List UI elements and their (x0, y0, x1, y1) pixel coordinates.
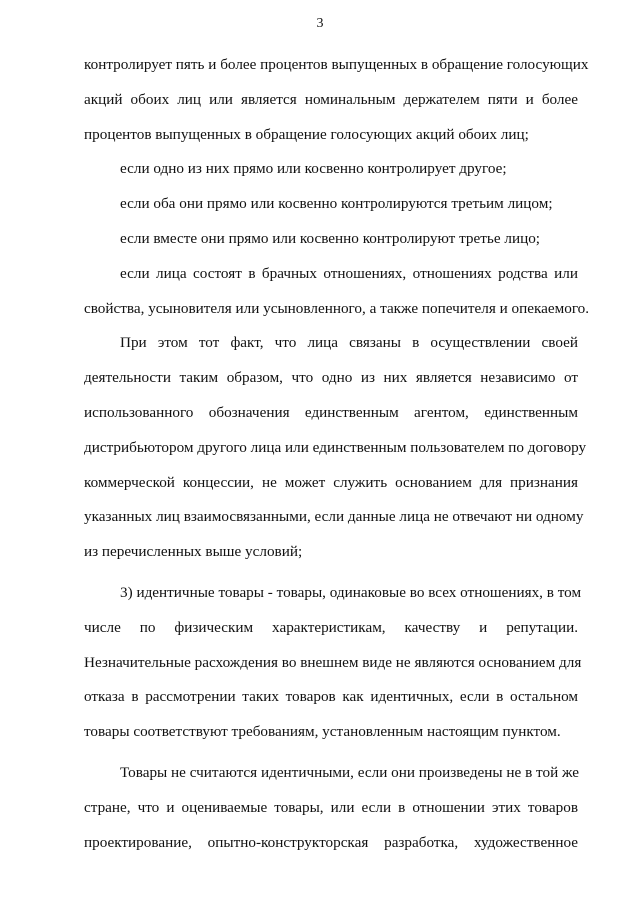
text-line: если лица состоят в брачных отношениях, отношениях родства или (120, 264, 578, 282)
text-line: отказа в рассмотрении таких товаров как идентичных, если в остальном (84, 688, 578, 706)
page-number: 3 (316, 16, 324, 31)
text-line: 3) идентичные товары - товары, одинаковые во всех отношениях, в том (120, 583, 582, 601)
text-line: акций обоих лиц или является номинальным держателем пяти и более (84, 90, 578, 108)
text-line: если вместе они прямо или косвенно контролируют третье лицо; (120, 229, 541, 247)
text-line: дистрибьютором другого лица или единственным пользователем по договору (84, 438, 587, 456)
text-line: проектирование, опытно-конструкторская разработка, художественное (84, 833, 578, 851)
text-line: Незначительные расхождения во внешнем виде не являются основанием для (84, 653, 582, 671)
text-line: товары соответствуют требованиям, установленным настоящим пунктом. (84, 723, 561, 741)
text-line: числе по физическим характеристикам, качеству и репутации. (84, 618, 578, 636)
text-line: если оба они прямо или косвенно контролируются третьим лицом; (120, 195, 553, 213)
text-line: коммерческой концессии, не может служить основанием для признания (84, 473, 578, 491)
text-line: деятельности таким образом, что одно из них является независимо от (84, 369, 578, 387)
text-line: Товары не считаются идентичными, если они произведены не в той же (120, 763, 580, 781)
text-line: если одно из них прямо или косвенно контролирует другое; (120, 160, 507, 178)
text-line: из перечисленных выше условий; (84, 543, 303, 561)
text-line: контролирует пять и более процентов выпущенных в обращение голосующих (84, 56, 589, 73)
text-line: процентов выпущенных в обращение голосующих акций обоих лиц; (84, 125, 529, 143)
text-line: При этом тот факт, что лица связаны в осуществлении своей (120, 334, 578, 352)
text-line: свойства, усыновителя или усыновленного, а также попечителя и опекаемого. (84, 299, 590, 317)
text-line: указанных лиц взаимосвязанными, если данные лица не отвечают ни одному (84, 508, 584, 526)
text-line: использованного обозначения единственным агентом, единственным (84, 403, 578, 421)
document-body (84, 48, 590, 860)
text-line: стране, что и оцениваемые товары, или если в отношении этих товаров (84, 798, 578, 816)
